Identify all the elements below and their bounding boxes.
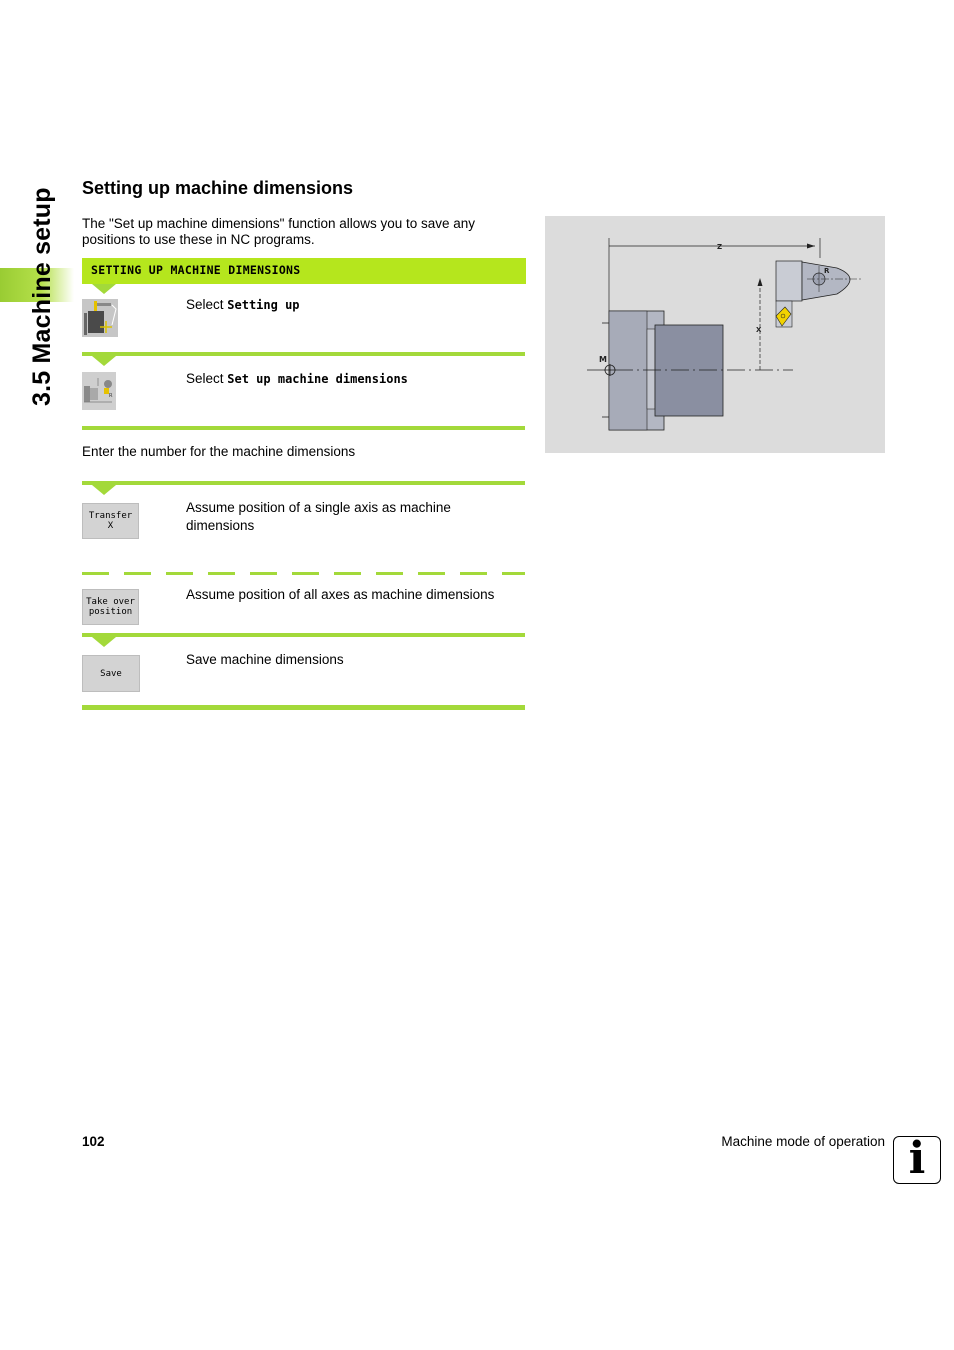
step-arrow-icon (92, 284, 116, 294)
softkey-3-description: Save machine dimensions (186, 652, 344, 667)
page-number: 102 (82, 1134, 105, 1149)
label-x: X (756, 326, 762, 334)
step-arrow-icon (92, 485, 116, 495)
procedure-header-label: SETTING UP MACHINE DIMENSIONS (91, 263, 301, 277)
enter-instruction: Enter the number for the machine dimensions (82, 444, 356, 459)
softkey-2-description: Assume position of all axes as machine dimensions (186, 587, 495, 602)
softkey-1-description: Assume position of a single axis as machine dimensions (186, 500, 451, 533)
setting-up-icon[interactable] (82, 299, 118, 337)
step-2-command: Set up machine dimensions (227, 372, 408, 386)
procedure-end-rule (82, 705, 525, 710)
machine-dimensions-figure (545, 216, 885, 453)
alternative-divider (82, 572, 525, 575)
step-arrow-icon (92, 356, 116, 366)
section-title: Setting up machine dimensions (82, 178, 354, 198)
step-2-text: Select Set up machine dimensions (186, 371, 408, 386)
machine-dimensions-icon[interactable] (82, 372, 116, 410)
footer-chapter-title: Machine mode of operation (721, 1134, 885, 1149)
svg-text:R: R (109, 393, 113, 399)
info-icon: i (893, 1136, 941, 1184)
step-divider (82, 426, 525, 430)
step-1-command: Setting up (227, 298, 300, 312)
transfer-x-softkey[interactable]: Transfer X (82, 503, 139, 539)
label-r: R (824, 267, 830, 275)
step-1-text: Select Setting up (186, 297, 300, 312)
save-softkey[interactable]: Save (82, 655, 140, 692)
intro-text: The "Set up machine dimensions" function allows you to save any positions to use these in NC programs. (82, 216, 476, 247)
step-divider (82, 633, 525, 637)
step-divider (82, 481, 525, 485)
procedure-header (82, 258, 526, 284)
step-divider (82, 352, 525, 356)
take-over-position-softkey[interactable]: Take over position (82, 589, 139, 625)
step-arrow-icon (92, 637, 116, 647)
chapter-title: 3.5 Machine setup (28, 187, 56, 406)
label-z: Z (717, 243, 723, 251)
label-m: M (599, 355, 607, 364)
